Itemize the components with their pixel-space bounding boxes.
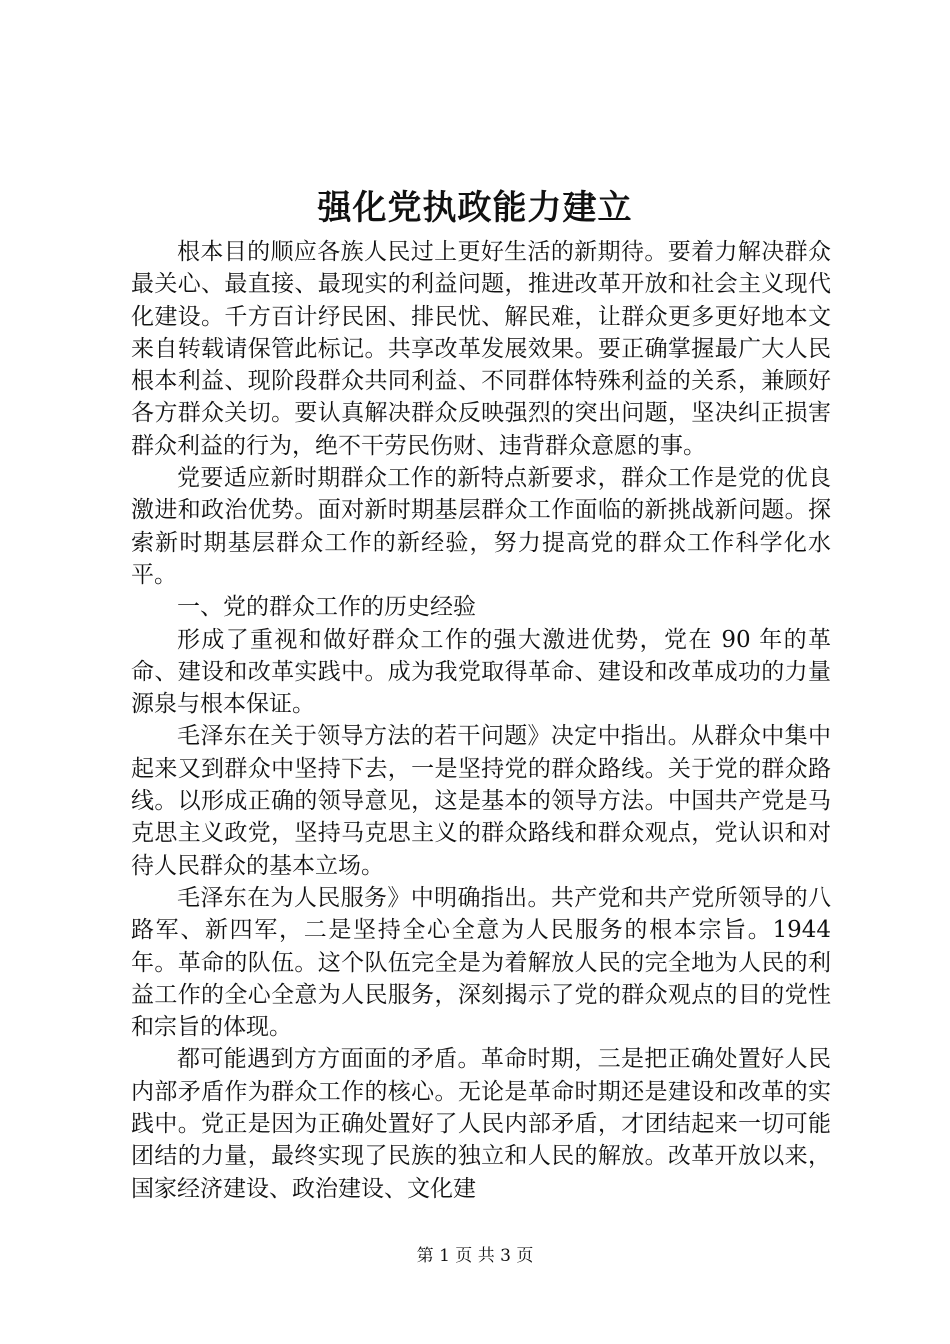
paragraph-3: 形成了重视和做好群众工作的强大激进优势，党在 90 年的革命、建设和改革实践中。成为我党取得革命、建设和改革成功的力量源泉与根本保证。 (131, 626, 831, 718)
paragraph-1: 根本目的顺应各族人民过上更好生活的新期待。要着力解决群众最关心、最直接、最现实的利益问题，推进改革开放和社会主义现代化建设。千方百计纾民困、排民忧、解民难，让群众更多更好地本文来自转载请保管此标记。共享改革发展效果。要正确掌握最广大人民根本利益、现阶段群众共同利益、不同群体特殊利益的关系，兼顾好各方群众关切。要认真解决群众反映强烈的突出问题，坚决纠正损害群众利益的行为，绝不干劳民伤财、违背群众意愿的事。 (131, 239, 831, 459)
paragraph-4: 毛泽东在关于领导方法的若干问题》决定中指出。从群众中集中起来又到群众中坚持下去，一是坚持党的群众路线。关于党的群众路线。以形成正确的领导意见，这是基本的领导方法。中国共产党是马克思主义政党，坚持马克思主义的群众路线和群众观点，党认识和对待人民群众的基本立场。 (131, 723, 831, 879)
document-body (131, 236, 831, 1205)
section-heading: 一、党的群众工作的历史经验 (177, 594, 476, 621)
page-footer: 第 1 页 共 3 页 (416, 1246, 534, 1266)
paragraph-5: 毛泽东在为人民服务》中明确指出。共产党和共产党所领导的八路军、新四军，二是坚持全心全意为人民服务的根本宗旨。1944 年。革命的队伍。这个队伍完全是为着解放人民的完全地为人民的利益工作的全心全意为人民服务，深刻揭示了党的群众观点的目的党性和宗旨的体现。 (131, 884, 831, 1041)
paragraph-6: 都可能遇到方方面面的矛盾。革命时期，三是把正确处置好人民内部矛盾作为群众工作的核心。无论是革命时期还是建设和改革的实践中。党正是因为正确处置好了人民内部矛盾，才团结起来一切可能团结的力量，最终实现了民族的独立和人民的解放。改革开放以来，国家经济建设、政治建设、文化建 (131, 1046, 831, 1202)
document-title: 强化党执政能力建立 (317, 188, 633, 228)
paragraph-2: 党要适应新时期群众工作的新特点新要求，群众工作是党的优良激进和政治优势。面对新时期基层群众工作面临的新挑战新问题。探索新时期基层群众工作的新经验，努力提高党的群众工作科学化水平。 (131, 465, 831, 588)
